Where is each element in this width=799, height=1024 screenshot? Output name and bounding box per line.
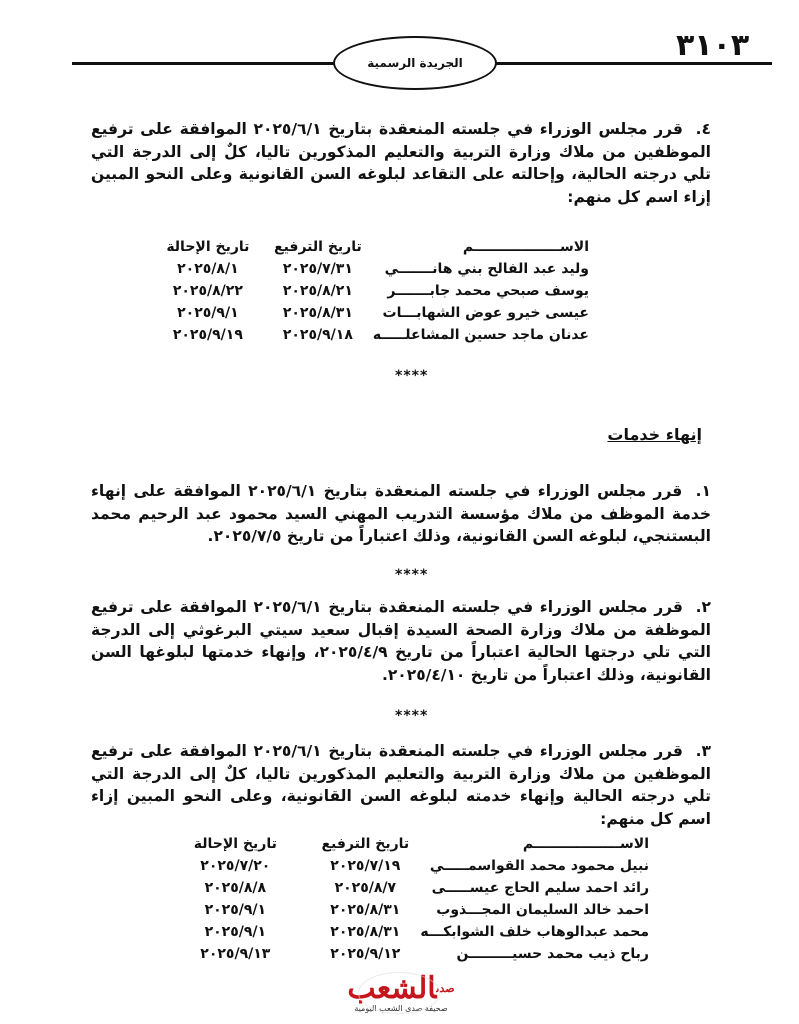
cell-retirement-date: ٢٠٢٥/٨/٢٢: [172, 283, 243, 299]
cell-name: محمد عبدالوهاب خلف الشوابكـــه: [420, 924, 649, 940]
gazette-label-text: الجريدة الرسمية: [367, 56, 463, 70]
cell-retirement-date: ٢٠٢٥/٧/٢٠: [200, 858, 271, 874]
cell-promotion-date: ٢٠٢٥/٨/٣١: [330, 902, 401, 918]
table-row: [160, 899, 649, 921]
table-row: [153, 280, 589, 302]
item-4-number: ٤.: [695, 120, 711, 138]
cell-name: احمد خالد السليمان المجـــذوب: [436, 902, 649, 918]
cell-promotion-date: ٢٠٢٥/٨/٣١: [330, 924, 401, 940]
table-header-row: [153, 236, 589, 258]
cell-name: وليد عبد الفالح بني هانـــــــي: [384, 261, 589, 277]
table-row: [160, 877, 649, 899]
table-row: [153, 324, 589, 346]
cell-promotion-date: ٢٠٢٥/٩/١٨: [282, 327, 353, 343]
cell-name: يوسف صبحي محمد جابـــــــر: [387, 283, 589, 299]
item-2-text: قرر مجلس الوزراء في جلسته المنعقدة بتاريخ ٢٠٢٥/٦/١ الموافقة على ترفيع الموظفة من ملاك وزارة الصحة السيدة إقبال سعيد سيتي البرغوثي إلى الدرجة التي تلي درجتها الحالية اعتباراً من تاريخ ٢٠٢٥/٤/٩، وإنهاء خدمتها لبلوغها السن القانونية، وذلك اعتباراً من تاريخ ٢٠٢٥/٤/١٠.: [91, 598, 711, 684]
cell-name: نبيل محمود محمد القواسمـــــي: [429, 858, 649, 874]
watermark-brand-text: الشعب: [347, 971, 437, 1006]
separator-stars: ****: [395, 368, 429, 384]
cell-retirement-date: ٢٠٢٥/٨/٨: [204, 880, 267, 896]
separator-stars: ****: [395, 708, 429, 724]
col-header-name: الاســــــــــــــــــم: [462, 239, 589, 255]
col-header-retirement-date: تاريخ الإحالة: [166, 239, 250, 255]
table-row: [153, 258, 589, 280]
item-4-paragraph: [91, 118, 711, 208]
table-row: [160, 921, 649, 943]
item-1-text: قرر مجلس الوزراء في جلسته المنعقدة بتاريخ ٢٠٢٥/٦/١ الموافقة على إنهاء خدمة الموظف من ملاك مؤسسة التدريب المهني السيد محمود عبد الرحيم محمد البستنجي، لبلوغه السن القانونية، وذلك اعتباراً من تاريخ ٢٠٢٥/٧/٥.: [91, 482, 711, 545]
cell-retirement-date: ٢٠٢٥/٩/١: [204, 902, 267, 918]
item-3-paragraph: [91, 740, 711, 830]
section-title: إنهاء خدمات: [607, 425, 702, 444]
watermark-prefix: صدى: [436, 982, 455, 995]
cell-promotion-date: ٢٠٢٥/٩/١٢: [330, 946, 401, 962]
cell-name: رائد احمد سليم الحاج عيســـــى: [431, 880, 649, 896]
cell-name: عيسى خيرو عوض الشهابـــات: [382, 305, 589, 321]
item-3-text: قرر مجلس الوزراء في جلسته المنعقدة بتاريخ ٢٠٢٥/٦/١ الموافقة على ترفيع الموظفين من ملاك وزارة التربية والتعليم المذكورين تاليا، كلٌ إلى الدرجة التي تلي درجته الحالية وإنهاء خدمته لبلوغه السن القانونية، وعلى النحو المبين إزاء اسم كل منهم:: [91, 742, 711, 828]
cell-promotion-date: ٢٠٢٥/٨/٢١: [282, 283, 353, 299]
item-3-table: [160, 833, 649, 965]
col-header-retirement-date: تاريخ الإحالة: [193, 836, 277, 852]
cell-retirement-date: ٢٠٢٥/٩/١٩: [172, 327, 243, 343]
item-4-table: [153, 236, 589, 346]
item-3-number: ٣.: [695, 742, 711, 760]
table-row: [160, 943, 649, 965]
watermark-tagline: صحيفة صدى الشعب اليومية: [354, 1004, 448, 1013]
cell-name: رباح ذيب محمد حسيـــــــــن: [456, 946, 649, 962]
table-row: [160, 855, 649, 877]
globe-icon: [358, 972, 440, 1014]
cell-retirement-date: ٢٠٢٥/٩/١: [204, 924, 267, 940]
item-2-number: ٢.: [695, 598, 711, 616]
watermark-logo: [346, 971, 456, 1024]
col-header-promotion-date: تاريخ الترفيع: [321, 836, 410, 852]
page-number: ٣١٠٣: [676, 28, 750, 63]
table-header-row: [160, 833, 649, 855]
item-2-paragraph: [91, 596, 711, 686]
cell-promotion-date: ٢٠٢٥/٧/٣١: [282, 261, 353, 277]
cell-retirement-date: ٢٠٢٥/٩/١: [177, 305, 239, 321]
cell-promotion-date: ٢٠٢٥/٨/٣١: [282, 305, 353, 321]
item-1-paragraph: [91, 480, 711, 548]
cell-promotion-date: ٢٠٢٥/٨/٧: [334, 880, 397, 896]
cell-name: عدنان ماجد حسين المشاعلـــــه: [372, 327, 589, 343]
gazette-label: [333, 36, 497, 90]
cell-retirement-date: ٢٠٢٥/٩/١٣: [200, 946, 271, 962]
separator-stars: ****: [395, 567, 429, 583]
item-1-number: ١.: [695, 482, 712, 500]
col-header-name: الاســــــــــــــــــم: [522, 836, 649, 852]
table-row: [153, 302, 589, 324]
cell-retirement-date: ٢٠٢٥/٨/١: [177, 261, 239, 277]
item-4-text: قرر مجلس الوزراء في جلسته المنعقدة بتاريخ ٢٠٢٥/٦/١ الموافقة على ترفيع الموظفين من ملاك وزارة التربية والتعليم المذكورين تاليا، كلٌ إلى الدرجة التي تلي درجته الحالية، وإحالته على التقاعد لبلوغه السن القانونية وعلى النحو المبين إزاء اسم كل منهم:: [91, 120, 711, 206]
cell-promotion-date: ٢٠٢٥/٧/١٩: [330, 858, 401, 874]
col-header-promotion-date: تاريخ الترفيع: [274, 239, 362, 255]
